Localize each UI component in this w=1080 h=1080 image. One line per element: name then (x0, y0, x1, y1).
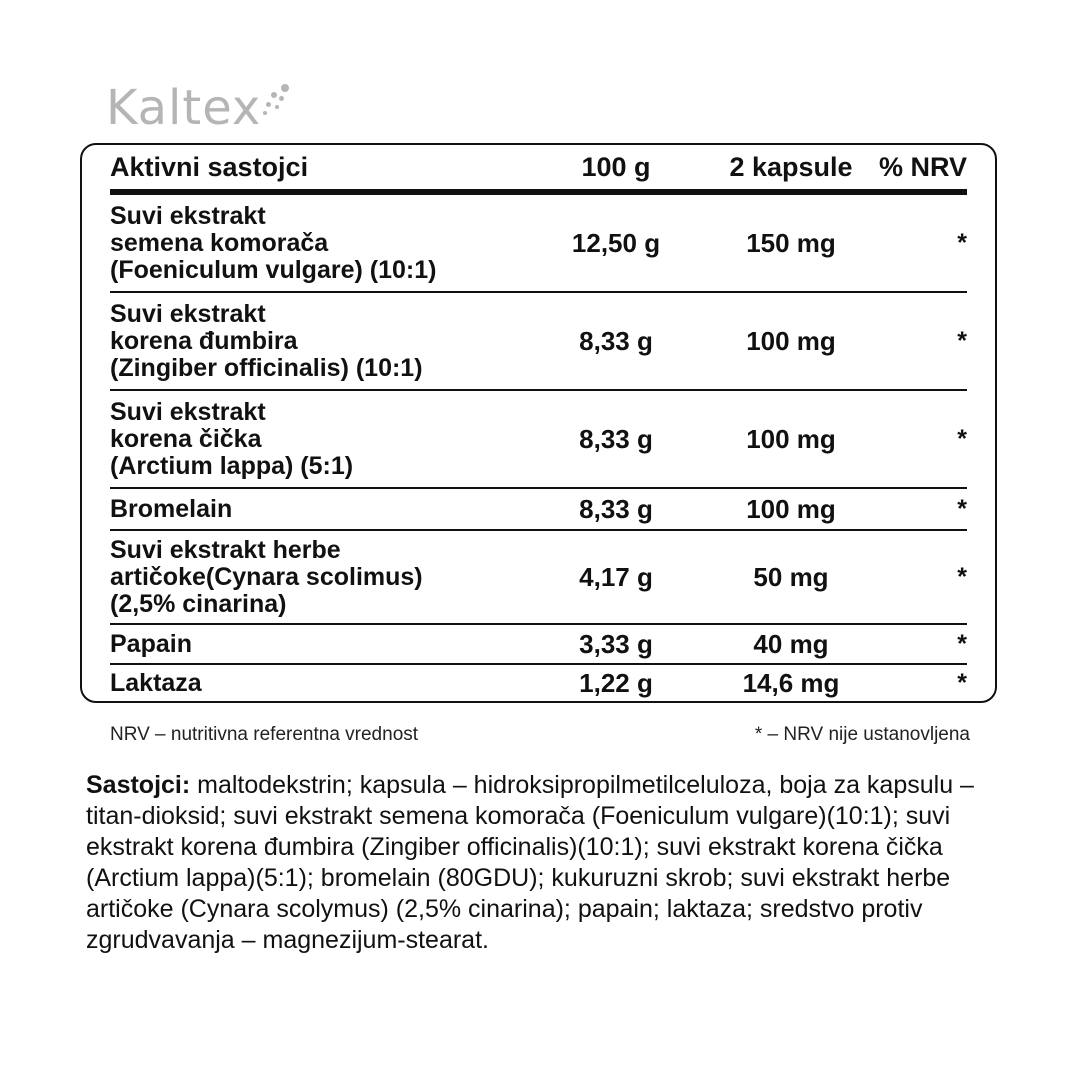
ingredient-name-line: korena đumbira (110, 326, 298, 355)
value-per-capsules: 14,6 mg (742, 667, 840, 698)
table-row (110, 293, 967, 391)
value-per100: 8,33 g (579, 423, 653, 454)
value-per-capsules: 100 mg (746, 423, 836, 454)
value-nrv: * (957, 424, 967, 453)
value-nrv: * (957, 629, 967, 658)
ingredient-name-line: artičoke(Cynara scolimus) (110, 562, 423, 591)
ingredient-name (110, 293, 530, 389)
footnote-nrv-not-established: * – NRV nije ustanovljena (754, 724, 970, 745)
table-row (110, 391, 967, 489)
table-row (110, 195, 967, 293)
value-nrv: * (957, 562, 967, 591)
value-per100: 3,33 g (579, 628, 653, 659)
ingredient-name-line: Suvi ekstrakt (110, 299, 266, 328)
ingredient-name-line: Suvi ekstrakt herbe (110, 535, 341, 564)
ingredients-label: Sastojci: (86, 771, 191, 799)
ingredient-name-line: semena komorača (110, 228, 329, 257)
ingredient-name-line: Suvi ekstrakt (110, 201, 266, 230)
logo-dots-icon (263, 78, 289, 118)
value-per100: 4,17 g (579, 561, 653, 592)
table-row (110, 489, 967, 531)
ingredient-name-line: (Foeniculum vulgare) (10:1) (110, 255, 437, 284)
table-row (110, 531, 967, 625)
header-per100: 100 g (581, 151, 651, 182)
value-nrv: * (957, 228, 967, 257)
ingredient-name (110, 489, 530, 529)
ingredient-name-line: (Zingiber officinalis) (10:1) (110, 353, 423, 382)
ingredient-name-line: (2,5% cinarina) (110, 589, 287, 618)
ingredients-paragraph (86, 770, 986, 956)
value-nrv: * (957, 326, 967, 355)
value-per-capsules: 150 mg (746, 227, 836, 258)
table-row (110, 665, 967, 701)
ingredient-name-line: korena čička (110, 424, 262, 453)
ingredient-name-line: (Arctium lappa) (5:1) (110, 451, 354, 480)
brand-logo (106, 78, 289, 138)
value-per-capsules: 40 mg (753, 628, 829, 659)
nutrition-table (80, 143, 997, 703)
header-name: Aktivni sastojci (110, 151, 309, 182)
value-per-capsules: 100 mg (746, 493, 836, 524)
ingredient-name-line: Bromelain (110, 494, 233, 523)
value-per100: 1,22 g (579, 667, 653, 698)
header-per-capsules: 2 kapsule (729, 151, 853, 182)
value-per100: 8,33 g (579, 493, 653, 524)
ingredient-name (110, 625, 530, 663)
value-per-capsules: 50 mg (753, 561, 829, 592)
table-header (110, 145, 967, 195)
value-nrv: * (957, 494, 967, 523)
ingredients-text: maltodekstrin; kapsula – hidroksipropilmetilceluloza, boja za kapsulu – titan-dioksid; suvi ekstrakt semena komorača (Foeniculum vulgare)(10:1); suvi ekstrakt korena đumbira (Zingiber officinalis)(10:1); suvi ekstrakt korena čička (Arctium lappa)(5:1); bromelain (80GDU); kukuruzni skrob; suvi ekstrakt herbe artičoke (Cynara scolymus) (2,5% cinarina); papain; laktaza; sredstvo protiv zgrudvavanja – magnezijum-stearat. (86, 771, 974, 954)
value-per100: 12,50 g (571, 227, 661, 258)
ingredient-name-line: Suvi ekstrakt (110, 397, 266, 426)
ingredient-name (110, 195, 530, 291)
ingredient-name (110, 391, 530, 487)
footnote-nrv-definition: NRV – nutritivna referentna vrednost (110, 724, 419, 745)
brand-name: Kaltex (106, 80, 262, 136)
value-per100: 8,33 g (579, 325, 653, 356)
header-nrv: % NRV (878, 151, 967, 182)
ingredient-name-line: Laktaza (110, 668, 202, 697)
ingredient-name (110, 531, 530, 623)
table-row (110, 625, 967, 665)
ingredient-name-line: Papain (110, 629, 192, 658)
ingredient-name (110, 665, 530, 701)
value-nrv: * (957, 668, 967, 697)
value-per-capsules: 100 mg (746, 325, 836, 356)
